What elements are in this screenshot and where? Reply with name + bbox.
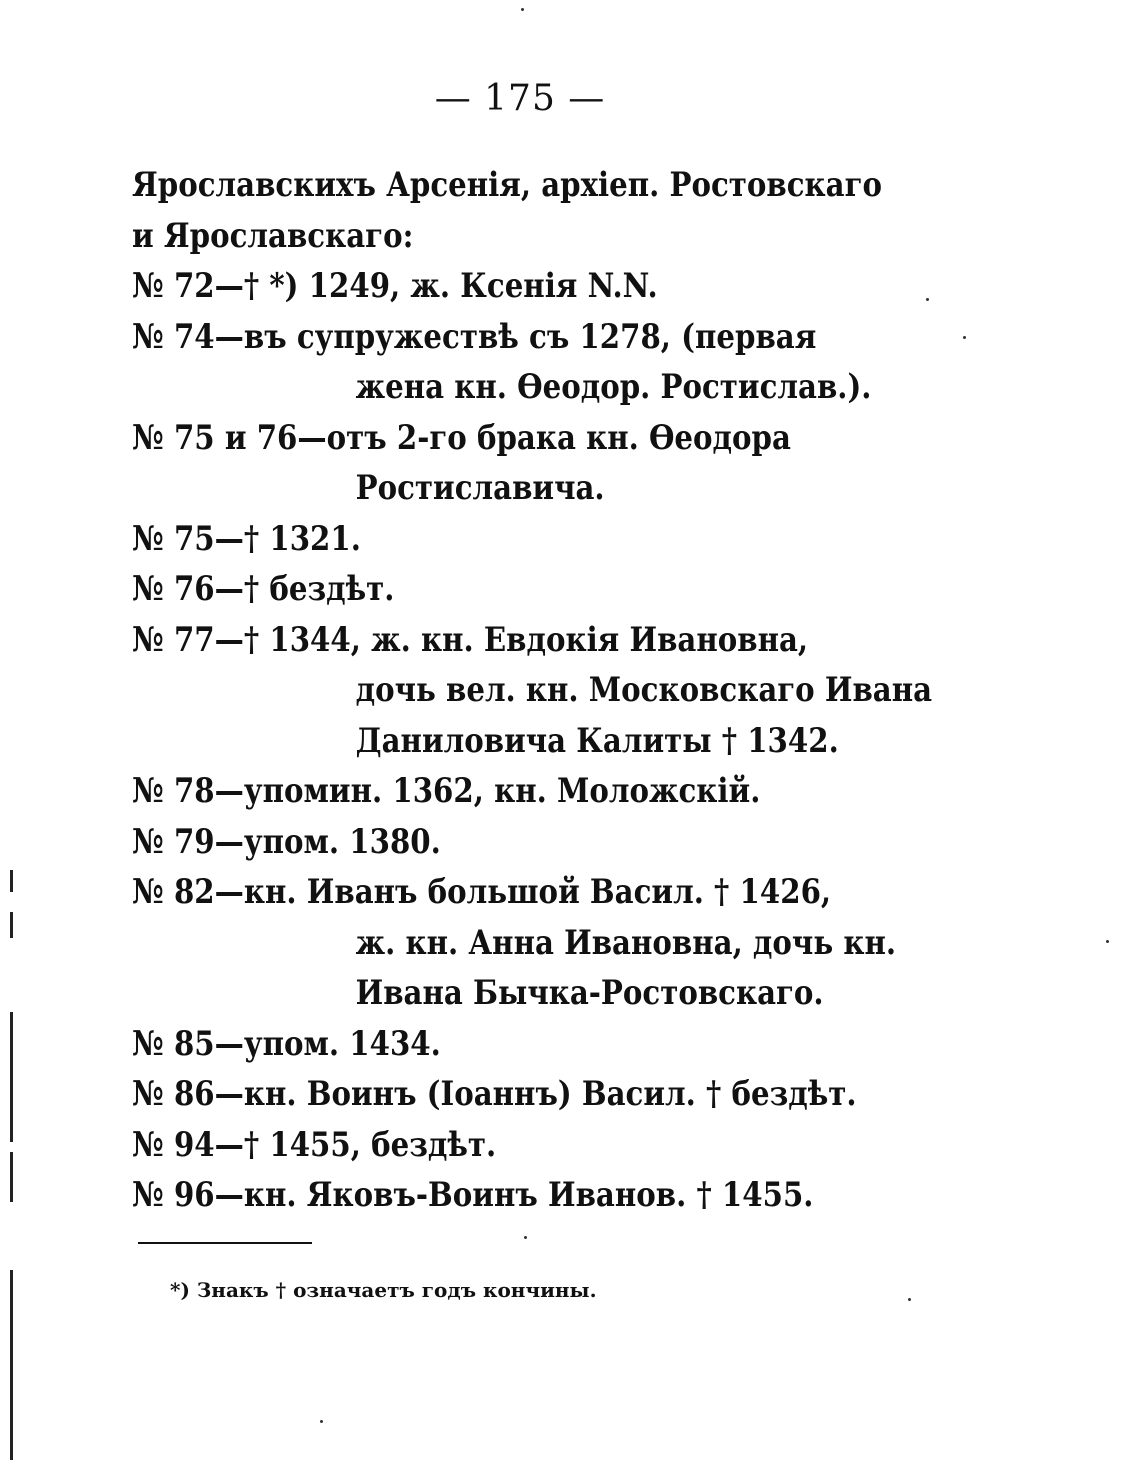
scan-edge-mark <box>10 1270 13 1460</box>
text-line: № 78—упомин. 1362, кн. Моложскій. <box>132 771 761 811</box>
footnote: *) Знакъ † означаетъ годъ кончины. <box>170 1278 597 1302</box>
text-line: дочь вел. кн. Московскаго Ивана <box>355 670 933 710</box>
scan-edge-mark <box>10 912 13 938</box>
text-line: Ярославскихъ Арсенія, архіеп. Ростовскаго <box>132 165 883 205</box>
text-line: № 75 и 76—отъ 2-го брака кн. Ѳеодора <box>132 417 791 458</box>
scan-speck <box>926 298 929 301</box>
scan-speck <box>320 1420 323 1423</box>
scan-speck <box>1106 940 1109 943</box>
main-text <box>132 160 933 1221</box>
text-line: № 77—† 1344, ж. кн. Евдокія Ивановна, <box>132 619 809 660</box>
text-line: № 74—въ супружествѣ съ 1278, (первая <box>132 316 817 357</box>
scan-speck <box>963 336 966 339</box>
scan-speck <box>524 1236 527 1239</box>
text-line: Даниловича Калиты † 1342. <box>355 720 839 761</box>
scan-edge-mark <box>10 1012 13 1142</box>
scan-edge-mark <box>10 870 13 892</box>
text-line: № 85—упом. 1434. <box>132 1023 441 1064</box>
text-line: № 96—кн. Яковъ-Воинъ Иванов. † 1455. <box>132 1175 814 1215</box>
scan-edge-mark <box>10 1152 13 1202</box>
scan-speck <box>908 1298 911 1301</box>
text-line: и Ярославскаго: <box>132 215 414 256</box>
text-line: № 75—† 1321. <box>132 518 361 559</box>
text-line: № 72—† *) 1249, ж. Ксенія N.N. <box>132 266 658 306</box>
text-line: № 86—кн. Воинъ (Іоаннъ) Васил. † бездѣт. <box>132 1074 857 1114</box>
text-line: Ростиславича. <box>355 468 605 508</box>
text-line: ж. кн. Анна Ивановна, дочь кн. <box>355 922 897 963</box>
text-line: № 79—упом. 1380. <box>132 821 441 862</box>
page-number: — 175 — <box>434 78 606 119</box>
text-line: № 94—† 1455, бездѣт. <box>132 1124 497 1165</box>
text-line: № 82—кн. Иванъ большой Васил. † 1426, <box>132 872 832 912</box>
text-line: Ивана Бычка-Ростовскаго. <box>355 973 824 1013</box>
text-line: жена кн. Ѳеодор. Ростислав.). <box>355 367 872 407</box>
footnote-rule <box>138 1242 312 1244</box>
text-line: № 76—† бездѣт. <box>132 569 395 609</box>
scan-speck <box>521 8 524 11</box>
